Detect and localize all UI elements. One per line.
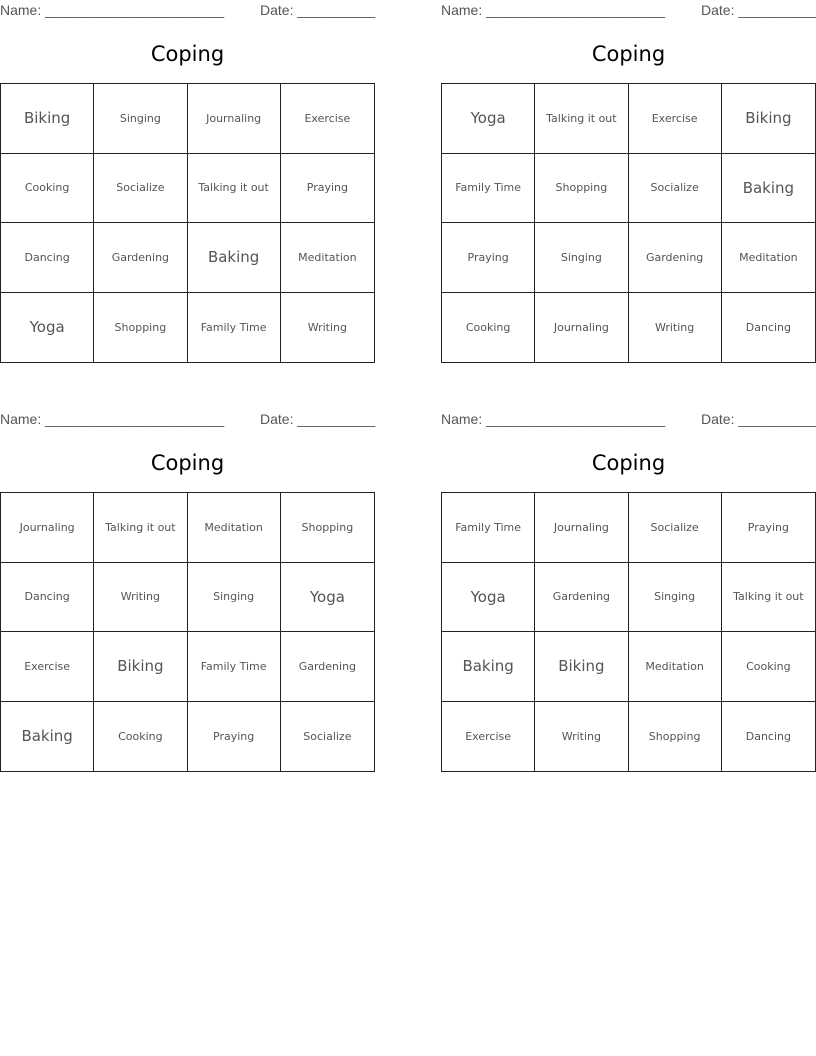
bingo-cell: Praying [442, 223, 535, 293]
date-line: Date: __________ [260, 411, 376, 427]
bingo-cell: Baking [442, 632, 535, 702]
card-title: Coping [591, 451, 666, 475]
bingo-cell: Writing [535, 702, 628, 772]
bingo-grid [441, 492, 816, 772]
bingo-cell: Cooking [722, 632, 815, 702]
name-line: Name: _______________________ [0, 2, 225, 18]
bingo-cell: Cooking [442, 293, 535, 363]
bingo-cell: Socialize [629, 493, 722, 563]
bingo-grid [441, 83, 816, 363]
bingo-cell: Gardening [629, 223, 722, 293]
bingo-cell: Dancing [745, 320, 791, 334]
date-line: Date: __________ [701, 2, 816, 18]
bingo-cell: Meditation [281, 223, 374, 293]
bingo-cell: Dancing [1, 223, 94, 293]
bingo-cell: Writing [94, 563, 187, 633]
name-line: Name: _______________________ [441, 411, 666, 427]
bingo-cell: Cooking [1, 154, 94, 224]
card-header [0, 2, 375, 20]
bingo-cell: Baking [188, 223, 281, 293]
bingo-cell: Family Time [442, 154, 535, 224]
bingo-cell: Socialize [94, 154, 187, 224]
bingo-cell: Dancing [1, 563, 94, 633]
bingo-grid [0, 83, 375, 363]
bingo-cell: Biking [1, 84, 94, 154]
date-line: Date: __________ [260, 2, 376, 18]
bingo-cell: Talking it out [94, 493, 187, 563]
bingo-cell: Dancing [745, 729, 791, 743]
card-title: Coping [591, 42, 666, 66]
bingo-cell: Singing [94, 84, 187, 154]
bingo-cell: Meditation [188, 493, 281, 563]
bingo-cell: Baking [722, 154, 815, 224]
bingo-cell: Journaling [188, 84, 281, 154]
bingo-cell: Praying [281, 154, 374, 224]
card-header [0, 411, 375, 429]
bingo-cell: Shopping [535, 154, 628, 224]
card-title: Coping [150, 451, 225, 475]
name-line: Name: _______________________ [441, 2, 666, 18]
bingo-cell: Exercise [629, 84, 722, 154]
bingo-cell: Biking [722, 84, 815, 154]
bingo-cell: Family Time [188, 632, 281, 702]
bingo-cell: Singing [188, 563, 281, 633]
bingo-cell: Baking [1, 702, 94, 772]
bingo-cell: Family Time [442, 493, 535, 563]
name-line: Name: _______________________ [0, 411, 225, 427]
bingo-cell: Praying [722, 493, 815, 563]
bingo-cell: Family Time [188, 293, 281, 363]
bingo-cell: Exercise [442, 702, 535, 772]
card-title: Coping [150, 42, 225, 66]
bingo-cell: Yoga [1, 293, 94, 363]
bingo-cell: Shopping [629, 702, 722, 772]
bingo-cell: Talking it out [722, 563, 815, 633]
bingo-cell: Journaling [535, 493, 628, 563]
bingo-cell: Writing [307, 320, 348, 334]
bingo-cell: Gardening [281, 632, 374, 702]
bingo-cell: Biking [535, 632, 628, 702]
bingo-cell: Praying [188, 702, 281, 772]
bingo-cell: Singing [629, 563, 722, 633]
bingo-cell: Socialize [303, 729, 352, 743]
bingo-cell: Journaling [535, 293, 628, 363]
bingo-cell: Cooking [94, 702, 187, 772]
bingo-cell: Yoga [442, 563, 535, 633]
bingo-cell: Writing [629, 293, 722, 363]
bingo-cell: Talking it out [535, 84, 628, 154]
card-header [441, 411, 816, 429]
bingo-cell: Shopping [94, 293, 187, 363]
bingo-cell: Journaling [1, 493, 94, 563]
bingo-cell: Exercise [281, 84, 374, 154]
bingo-cell: Exercise [1, 632, 94, 702]
date-line: Date: __________ [701, 411, 816, 427]
bingo-cell: Gardening [94, 223, 187, 293]
bingo-cell: Yoga [281, 563, 374, 633]
bingo-cell: Meditation [629, 632, 722, 702]
bingo-cell: Socialize [629, 154, 722, 224]
bingo-cell: Gardening [535, 563, 628, 633]
bingo-cell: Singing [535, 223, 628, 293]
bingo-cell: Yoga [442, 84, 535, 154]
bingo-cell: Talking it out [188, 154, 281, 224]
bingo-cell: Meditation [722, 223, 815, 293]
bingo-cell: Biking [94, 632, 187, 702]
card-header [441, 2, 816, 20]
bingo-grid [0, 492, 375, 772]
bingo-cell: Shopping [281, 493, 374, 563]
